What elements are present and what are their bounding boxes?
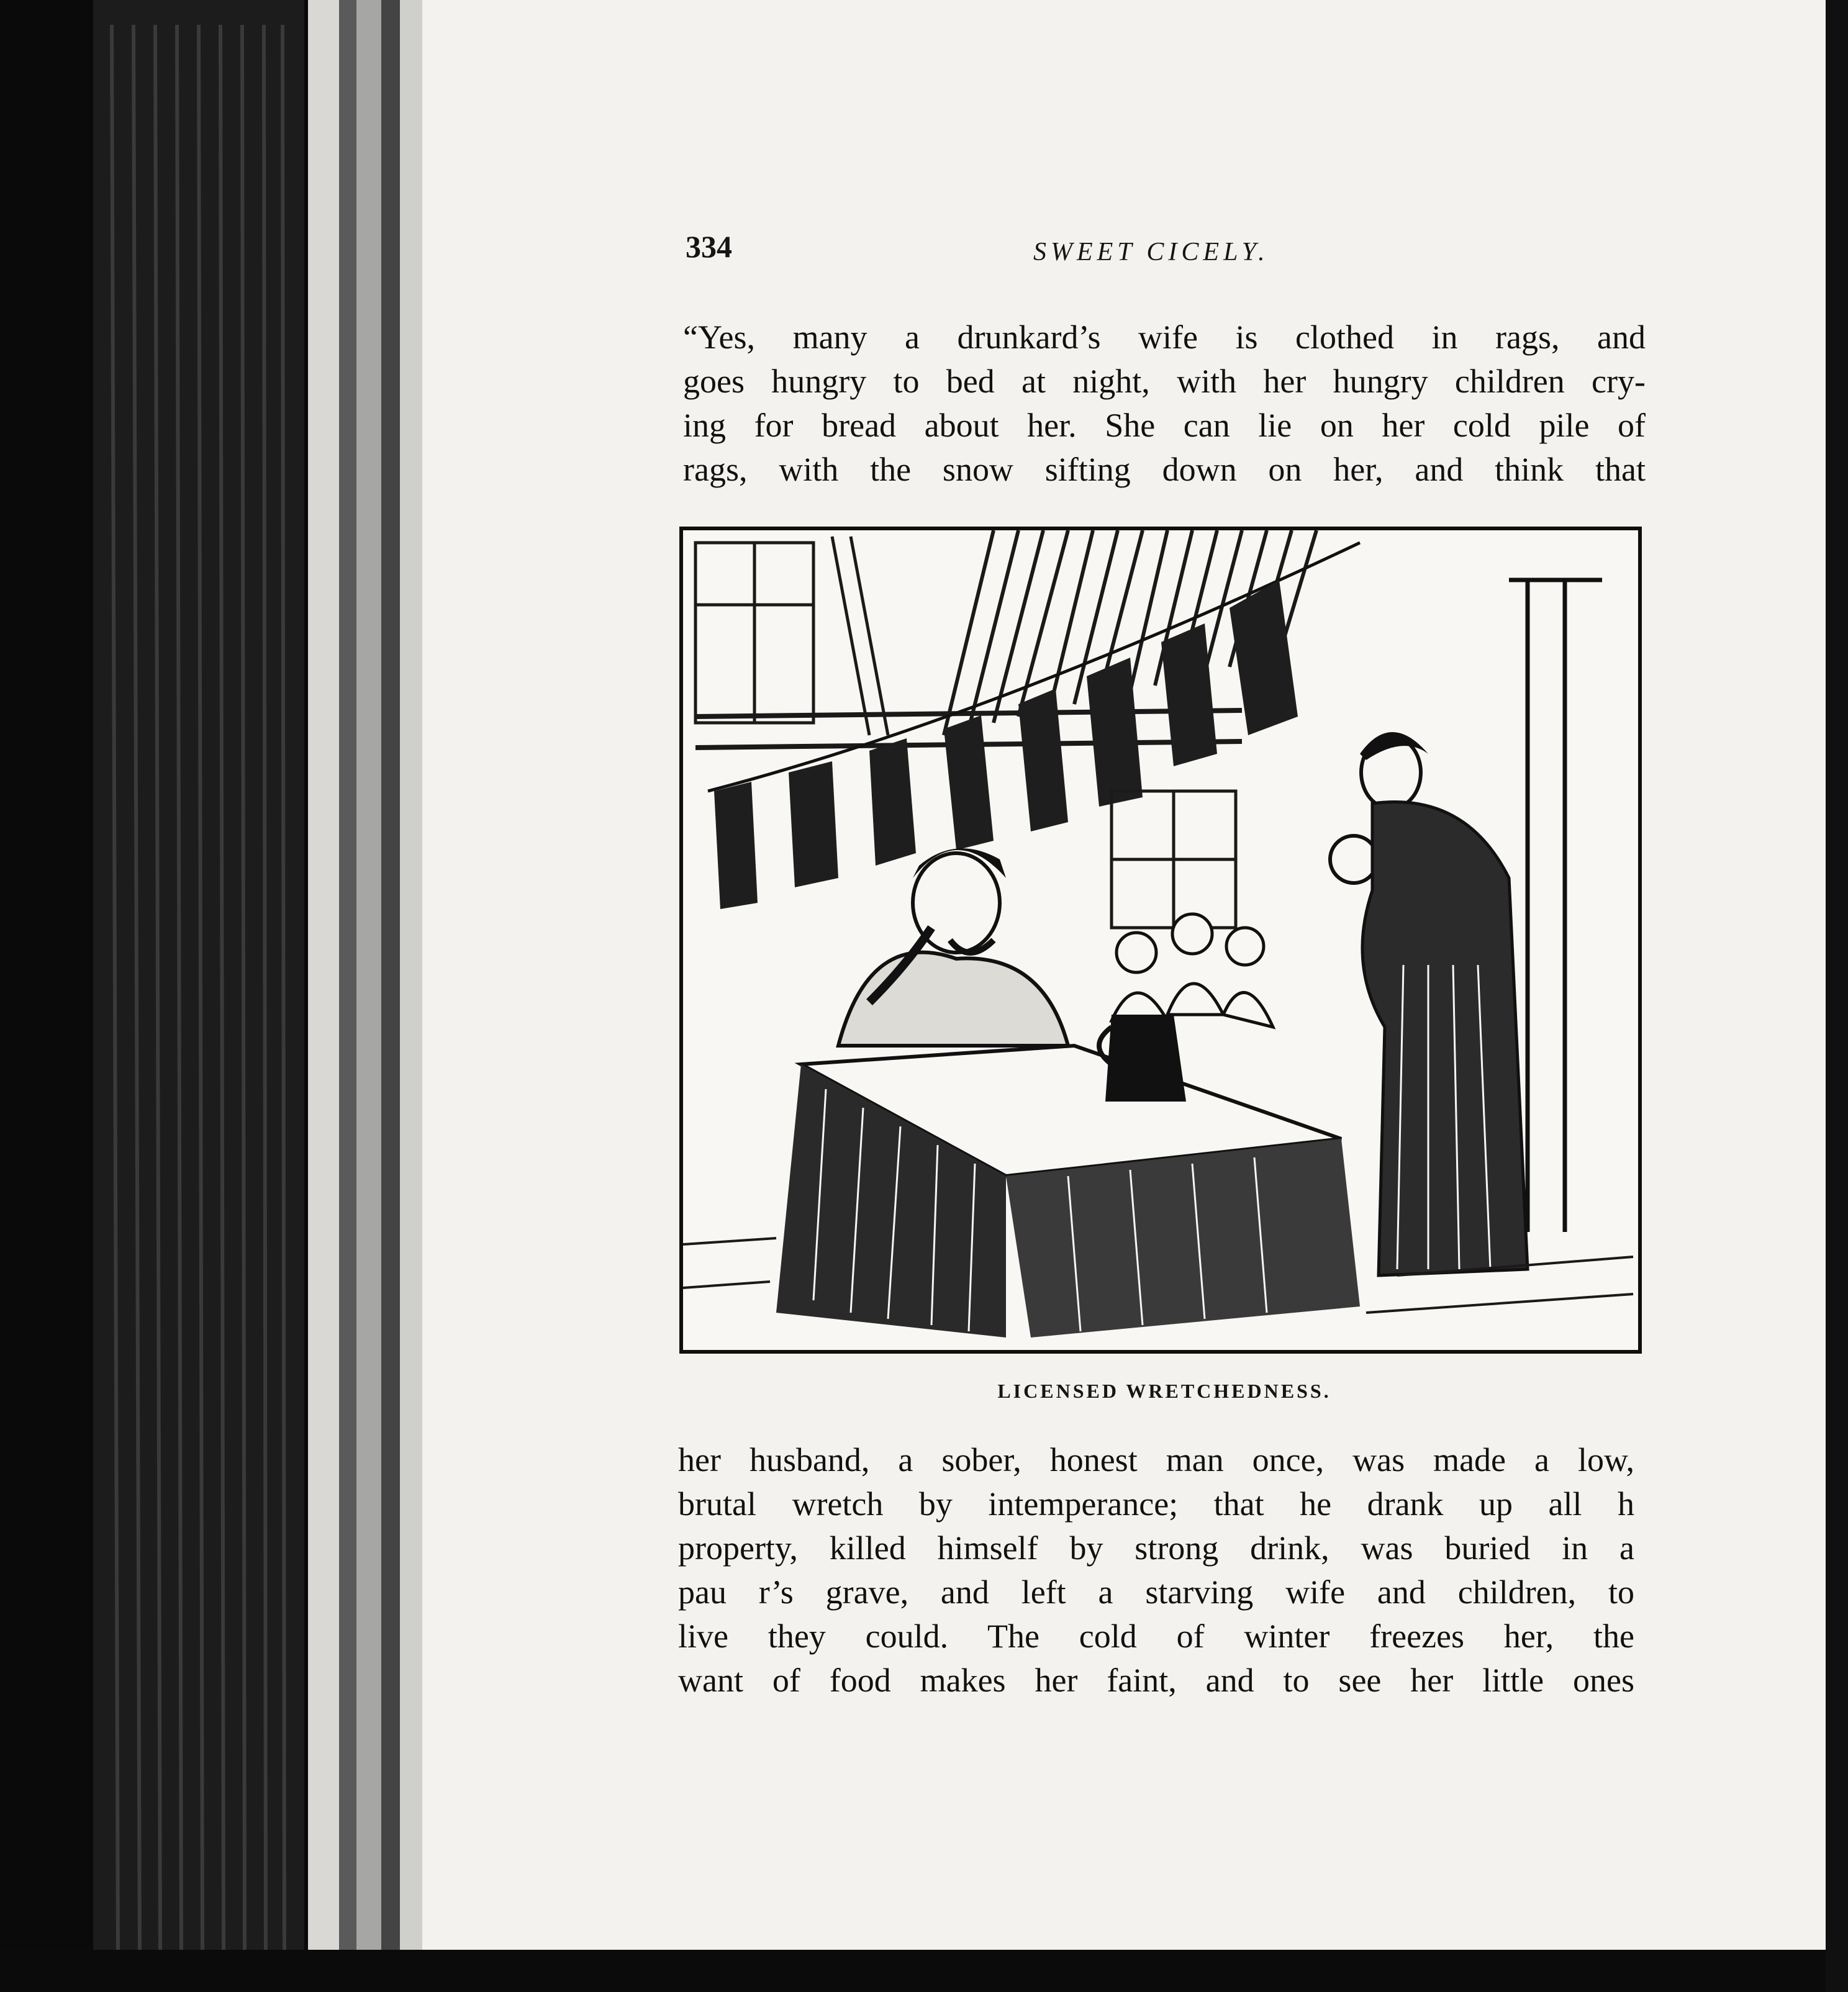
engraving-drawing	[683, 530, 1638, 1350]
running-title: SWEET CICELY.	[1033, 238, 1269, 266]
page-number: 334	[686, 229, 732, 264]
engraving-illustration	[679, 527, 1642, 1354]
text-line: pau r’s grave, and left a starving wife and children, to	[678, 1573, 1634, 1611]
illustration-caption: LICENSED WRETCHEDNESS.	[997, 1380, 1331, 1402]
text-line: live they could. The cold of winter freezes her, the	[678, 1618, 1634, 1655]
page-edges-stack	[0, 0, 435, 1992]
text-line: ing for bread about her. She can lie on her cold pile of	[683, 407, 1646, 444]
text-line: her husband, a sober, honest man once, was made a low,	[678, 1441, 1634, 1478]
scan-border-bottom	[0, 1950, 1848, 1992]
paragraph-top	[683, 315, 1646, 492]
text-line: brutal wretch by intemperance; that he drank up all h	[678, 1485, 1634, 1523]
text-line: “Yes, many a drunkard’s wife is clothed in rags, and	[683, 319, 1646, 356]
text-line: goes hungry to bed at night, with her hungry children cry-	[683, 363, 1646, 400]
running-head	[686, 229, 1649, 278]
paragraph-bottom	[678, 1438, 1634, 1703]
text-line: want of food makes her faint, and to see her little ones	[678, 1662, 1634, 1699]
text-line: rags, with the snow sifting down on her, and think that	[683, 451, 1646, 488]
text-line: property, killed himself by strong drink, was buried in a	[678, 1529, 1634, 1567]
scan-border-right	[1826, 0, 1848, 1992]
